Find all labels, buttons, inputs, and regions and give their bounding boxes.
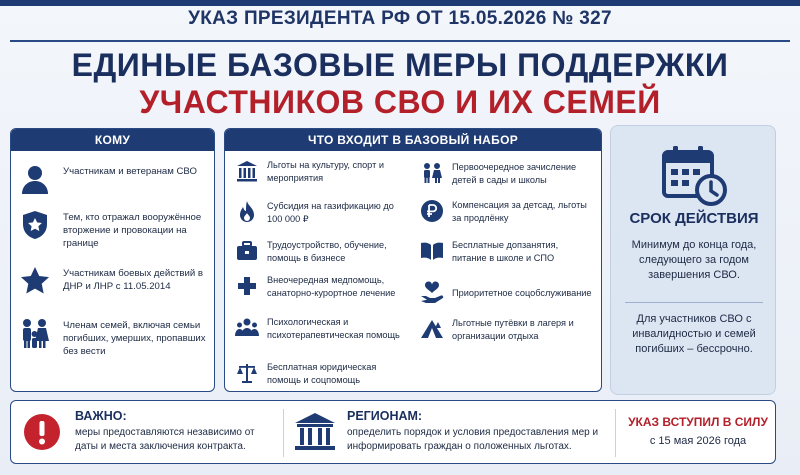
benefit-item xyxy=(235,361,410,386)
book-icon xyxy=(420,239,444,263)
benefit-item xyxy=(235,316,410,341)
benefit-text: Внеочередная медпомощь, санаторно-курортное лечение xyxy=(267,275,396,298)
recipients-header: КОМУ xyxy=(11,129,214,151)
government-building-icon xyxy=(293,411,337,453)
family-icon xyxy=(19,317,51,349)
bottom-divider xyxy=(615,409,616,457)
recipient-text: Тем, кто отражал вооружённое вторжение и провокации на границе xyxy=(63,212,202,249)
benefit-text: Бесплатная юридическая помощь и соцпомощь xyxy=(267,362,377,385)
bottom-bar xyxy=(10,400,776,464)
term-title: СРОК ДЕЙСТВИЯ xyxy=(629,210,759,227)
law-effective-title: УКАЗ ВСТУПИЛ В СИЛУ xyxy=(628,415,768,429)
ruble-coin-icon xyxy=(420,199,444,223)
benefit-item xyxy=(235,200,410,225)
benefits-header: ЧТО ВХОДИТ В БАЗОВЫЙ НАБОР xyxy=(225,129,601,151)
benefit-item xyxy=(235,239,410,264)
scales-icon xyxy=(235,361,259,385)
star-icon xyxy=(19,265,51,297)
benefit-text: Приоритетное соцобслуживание xyxy=(452,288,592,298)
group-icon xyxy=(235,316,259,340)
regions-text: определить порядок и условия предоставления мер и информировать граждан о положенных льготах. xyxy=(347,427,599,452)
museum-icon xyxy=(235,159,259,183)
heart-hand-icon xyxy=(420,281,444,305)
recipient-text: Участникам боевых действий в ДНР и ЛНР с 11.05.2014 xyxy=(63,268,203,292)
term-general-text: Минимум до конца года, следующего за годом завершения СВО. xyxy=(631,239,757,281)
recipient-text: Участникам и ветеранам СВО xyxy=(63,166,197,177)
benefit-text: Льготные путёвки в лагеря и организации отдыха xyxy=(452,318,574,341)
important-title: ВАЖНО: xyxy=(75,409,127,423)
term-panel xyxy=(610,125,776,395)
benefit-item xyxy=(235,159,410,184)
benefit-item xyxy=(420,281,595,305)
benefit-text: Первоочередное зачисление детей в сады и школы xyxy=(452,162,577,185)
benefit-item xyxy=(420,317,595,342)
benefit-item xyxy=(420,161,595,186)
benefit-item xyxy=(235,274,410,299)
benefit-item xyxy=(420,199,595,224)
law-effective-date: с 15 мая 2026 года xyxy=(649,435,747,447)
benefits-panel xyxy=(224,128,602,392)
decree-heading: УКАЗ ПРЕЗИДЕНТА РФ ОТ 15.05.2026 № 327 xyxy=(188,8,612,29)
important-text: меры предоставляются независимо от даты и места заключения контракта. xyxy=(75,427,255,452)
benefit-text: Льготы на культуру, спорт и мероприятия xyxy=(267,160,384,183)
term-permanent-text: Для участников СВО с инвалидностью и семей погибших – бессрочно. xyxy=(632,313,756,355)
flame-icon xyxy=(235,200,259,224)
benefit-text: Субсидия на газификацию до 100 000 ₽ xyxy=(267,201,394,224)
recipient-text: Членам семей, включая семьи погибших, умерших, пропавших без вести xyxy=(63,320,206,357)
benefit-text: Психологическая и психотерапевтическая помощь xyxy=(267,317,400,340)
recipient-item xyxy=(19,265,211,297)
heading-divider xyxy=(10,40,790,42)
bottom-divider xyxy=(283,409,284,457)
benefit-item xyxy=(420,239,595,264)
medical-cross-icon xyxy=(235,274,259,298)
tent-icon xyxy=(420,317,444,341)
sub-title: УЧАСТНИКОВ СВО И ИХ СЕМЕЙ xyxy=(139,84,661,120)
recipient-item xyxy=(19,209,211,250)
benefit-text: Компенсация за детсад, льготы за продлёнку xyxy=(452,200,587,223)
calendar-clock-icon xyxy=(661,144,727,206)
recipient-item xyxy=(19,317,211,358)
top-accent-bar xyxy=(0,0,800,6)
person-icon xyxy=(19,163,51,195)
alert-icon xyxy=(23,413,61,451)
benefit-text: Бесплатные допзанятия, питание в школе и СПО xyxy=(452,240,559,263)
shield-star-icon xyxy=(19,209,51,241)
recipients-panel xyxy=(10,128,215,392)
term-divider xyxy=(625,302,763,303)
recipient-item xyxy=(19,163,211,195)
main-title: ЕДИНЫЕ БАЗОВЫЕ МЕРЫ ПОДДЕРЖКИ xyxy=(71,47,729,83)
briefcase-icon xyxy=(235,239,259,263)
benefit-text: Трудоустройство, обучение, помощь в бизнесе xyxy=(267,240,387,263)
regions-title: РЕГИОНАМ: xyxy=(347,409,423,423)
children-icon xyxy=(420,161,444,185)
